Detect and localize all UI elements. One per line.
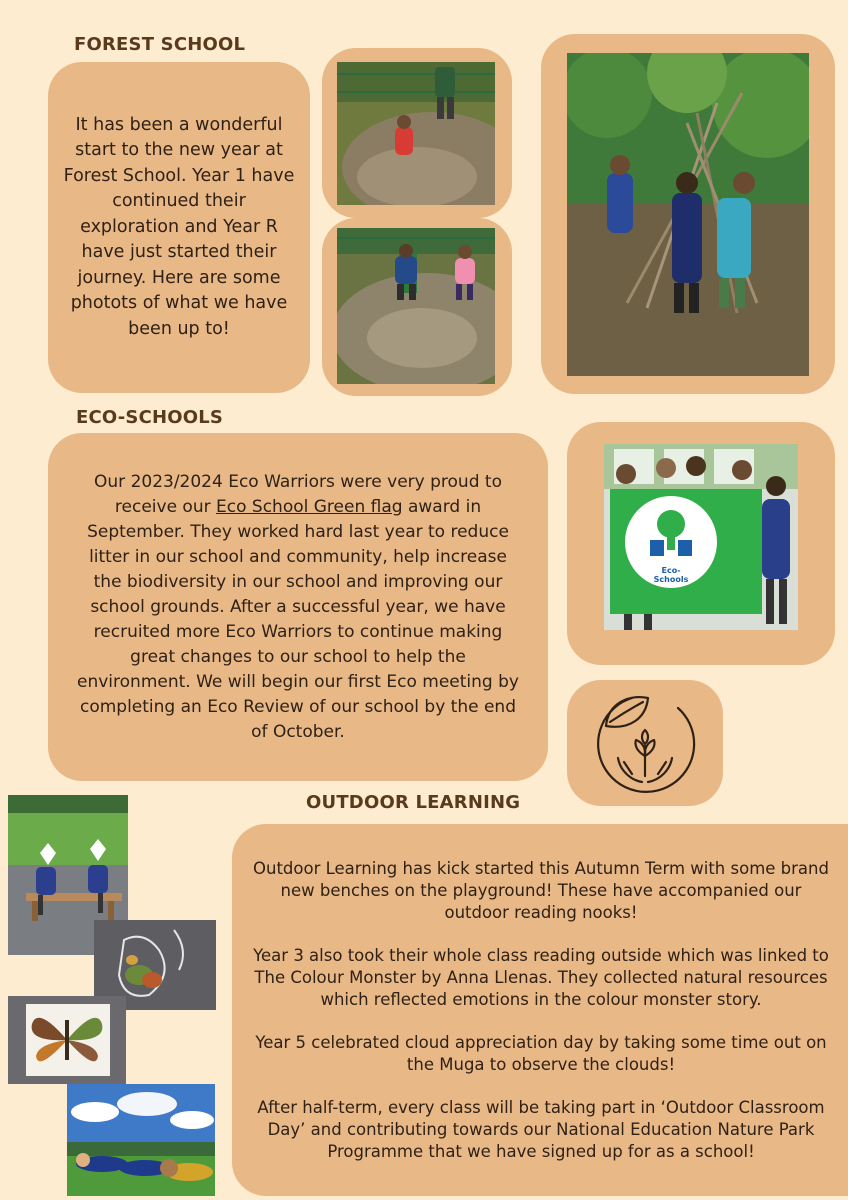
- outdoor-learning-text-card: [232, 824, 848, 1196]
- leaf-hands-icon: [588, 686, 702, 800]
- outdoor-learning-heading: OUTDOOR LEARNING: [306, 792, 521, 813]
- forest-school-heading: FOREST SCHOOL: [74, 34, 246, 55]
- outdoor-butterfly-photo: [8, 996, 126, 1084]
- outdoor-cloud-watching-photo: [67, 1084, 215, 1196]
- outdoor-paragraph: Outdoor Learning has kick started this Autumn Term with some brand new benches on the playground! These have accompanied our outdoor reading nooks!: [253, 858, 829, 922]
- outdoor-learning-text: [246, 858, 836, 1163]
- forest-school-text-card: [48, 62, 310, 393]
- eco-flag-label: Eco-Schools: [653, 566, 689, 584]
- forest-den-building-photo: [567, 53, 809, 376]
- outdoor-paragraph: After half-term, every class will be taking part in ‘Outdoor Classroom Day’ and contributing towards our National Education Nature Park Programme that we have signed up for as a school!: [257, 1097, 825, 1161]
- forest-mud-photo-2: [337, 228, 495, 384]
- outdoor-paragraph: Year 3 also took their whole class reading outside which was linked to The Colour Monster by Anna Llenas. They collected natural resources which reflected emotions in the colour monster story.: [253, 945, 829, 1009]
- forest-mud-photo-1: [337, 62, 495, 205]
- outdoor-paragraph: Year 5 celebrated cloud appreciation day by taking some time out on the Muga to observe the clouds!: [255, 1032, 827, 1074]
- eco-flag-photo: [604, 444, 798, 630]
- eco-school-green-flag-link[interactable]: Eco School Green flag: [216, 496, 403, 517]
- forest-school-text: It has been a wonderful start to the new year at Forest School. Year 1 have continued their exploration and Year R have just started their journey. Here are some photots of what we have been up to!: [63, 114, 295, 339]
- eco-schools-text-card: [48, 433, 548, 781]
- eco-schools-heading: ECO-SCHOOLS: [76, 407, 224, 428]
- eco-schools-text: Our 2023/2024 Eco Warriors were very proud to receive our Eco School Green flag award in September. They worked hard last year to reduce litter in our school and community, help increase the biodiversity in our school and improving our school grounds. After a successful year, we have recruited more Eco Warriors to continue making great changes to our school to help the environment. We will begin our first Eco meeting by completing an Eco Review of our school by the end of October.: [77, 471, 519, 742]
